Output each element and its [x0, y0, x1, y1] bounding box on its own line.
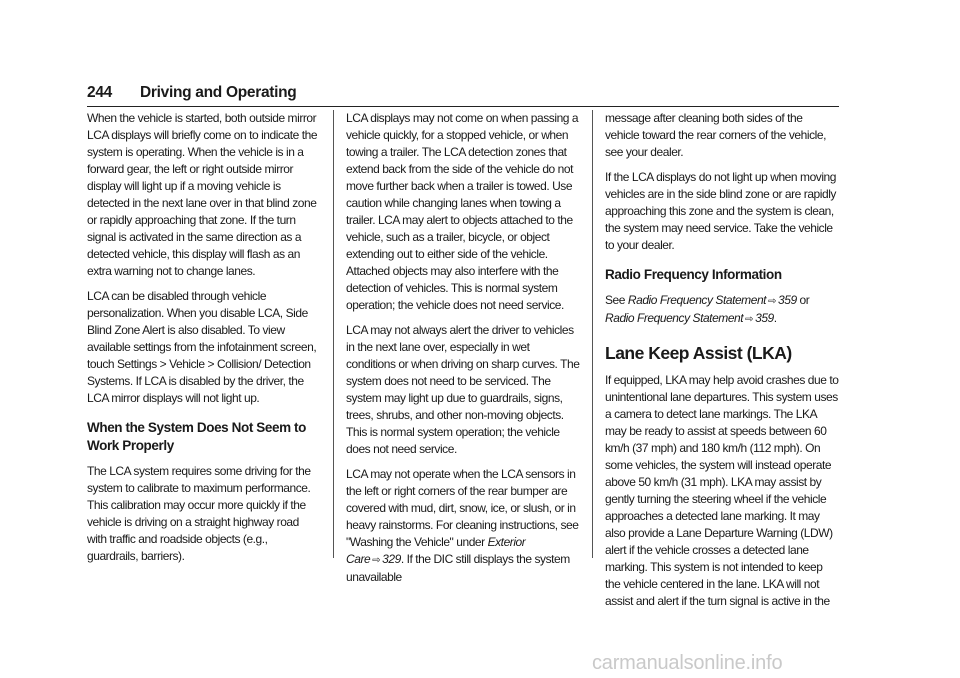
page-ref-arrow-icon: ⇨	[372, 555, 381, 566]
paragraph	[346, 466, 580, 586]
page-number: 244	[87, 84, 112, 101]
column-1	[87, 110, 321, 573]
subsection-heading: When the System Does Not Seem to Work Properly	[87, 420, 306, 453]
paragraph: LCA may not always alert the driver to vehicles in the next lane over, especially in wet conditions or when driving on sharp curves. The system does not need to be serviced. The system may light up due to guardrails, signs, trees, shrubs, and other non-moving objects. This is normal system operation; the vehicle does not need service.	[346, 323, 580, 456]
paragraph	[605, 292, 839, 328]
page-ref-arrow-icon: ⇨	[745, 314, 754, 325]
text-run: .	[773, 311, 777, 325]
text-run: See	[605, 293, 628, 307]
text-run: or	[796, 293, 810, 307]
column-divider	[592, 110, 593, 558]
watermark: carmanualsonline.info	[592, 652, 783, 674]
column-divider	[333, 110, 334, 558]
subsection-heading: Radio Frequency Information	[605, 267, 782, 282]
page-header	[87, 82, 839, 107]
section-title: Driving and Operating	[140, 84, 297, 101]
paragraph: message after cleaning both sides of the vehicle toward the rear corners of the vehicle, see your dealer.	[605, 111, 826, 159]
column-3	[605, 110, 839, 618]
column-2	[346, 110, 580, 594]
cross-reference-link[interactable]: Radio Frequency Statement	[605, 311, 744, 325]
paragraph: When the vehicle is started, both outside mirror LCA displays will briefly come on to indicate the system is operating. When the vehicle is in a forward gear, the left or right outside mirror display will light up if a moving vehicle is detected in the next lane over in that blind zone or rapidly approaching that zone. If the turn signal is activated in the same direction as a detected vehicle, this display will flash as an extra warning not to change lanes.	[87, 111, 318, 278]
page-reference[interactable]: 359	[755, 311, 774, 325]
paragraph: The LCA system requires some driving for the system to calibrate to maximum performance. This calibration may occur more quickly if the vehicle is driving on a straight highway road with traffic and roadside objects (e.g., guardrails, barriers).	[87, 464, 311, 563]
section-heading: Lane Keep Assist (LKA)	[605, 343, 792, 363]
page-reference[interactable]: 329	[382, 552, 401, 566]
page-reference[interactable]: 359	[778, 293, 797, 307]
cross-reference-link[interactable]: Exterior Care	[346, 535, 526, 566]
cross-reference-link[interactable]: Radio Frequency Statement	[627, 293, 767, 307]
paragraph: If the LCA displays do not light up when moving vehicles are in the side blind zone or are rapidly approaching this zone and the system is clean, the system may need service. Take the vehicle to your dealer.	[605, 170, 837, 252]
paragraph: LCA can be disabled through vehicle personalization. When you disable LCA, Side Blind Zone Alert is also disabled. To view available settings from the infotainment screen, touch Settings > Vehicle > Collision/ Detection Systems. If LCA is disabled by the driver, the LCA mirror displays will not light up.	[87, 289, 317, 405]
paragraph: LCA displays may not come on when passing a vehicle quickly, for a stopped vehicle, or when towing a trailer. The LCA detection zones that extend back from the side of the vehicle do not move further back when a trailer is towed. Use caution while changing lanes when towing a trailer. LCA may alert to objects attached to the vehicle, such as a trailer, bicycle, or object extending out to either side of the vehicle. Attached objects may also interfere with the detection of vehicles. This is normal system operation; the vehicle does not need service.	[346, 111, 579, 312]
text-run: LCA may not operate when the LCA sensors in the left or right corners of the rear bumper are covered with mud, dirt, snow, ice, or slush, or in heavy rainstorms. For cleaning instructions, see "Washing the Vehicle" under	[346, 467, 579, 549]
paragraph: If equipped, LKA may help avoid crashes due to unintentional lane departures. This system uses a camera to detect lane markings. The LKA may be ready to assist at speeds between 60 km/h (37 mph) and 180 km/h (112 mph). On some vehicles, the system will instead operate above 50 km/h (31 mph). LKA may assist by gently turning the steering wheel if the vehicle approaches a detected lane marking. It may also provide a Lane Departure Warning (LDW) alert if the vehicle crosses a detected lane marking. This system is not intended to keep the vehicle centered in the lane. LKA will not assist and alert if the turn signal is active in the	[605, 373, 839, 608]
text-run: . If the DIC still displays the system unavailable	[346, 552, 570, 584]
page-ref-arrow-icon: ⇨	[768, 296, 776, 307]
